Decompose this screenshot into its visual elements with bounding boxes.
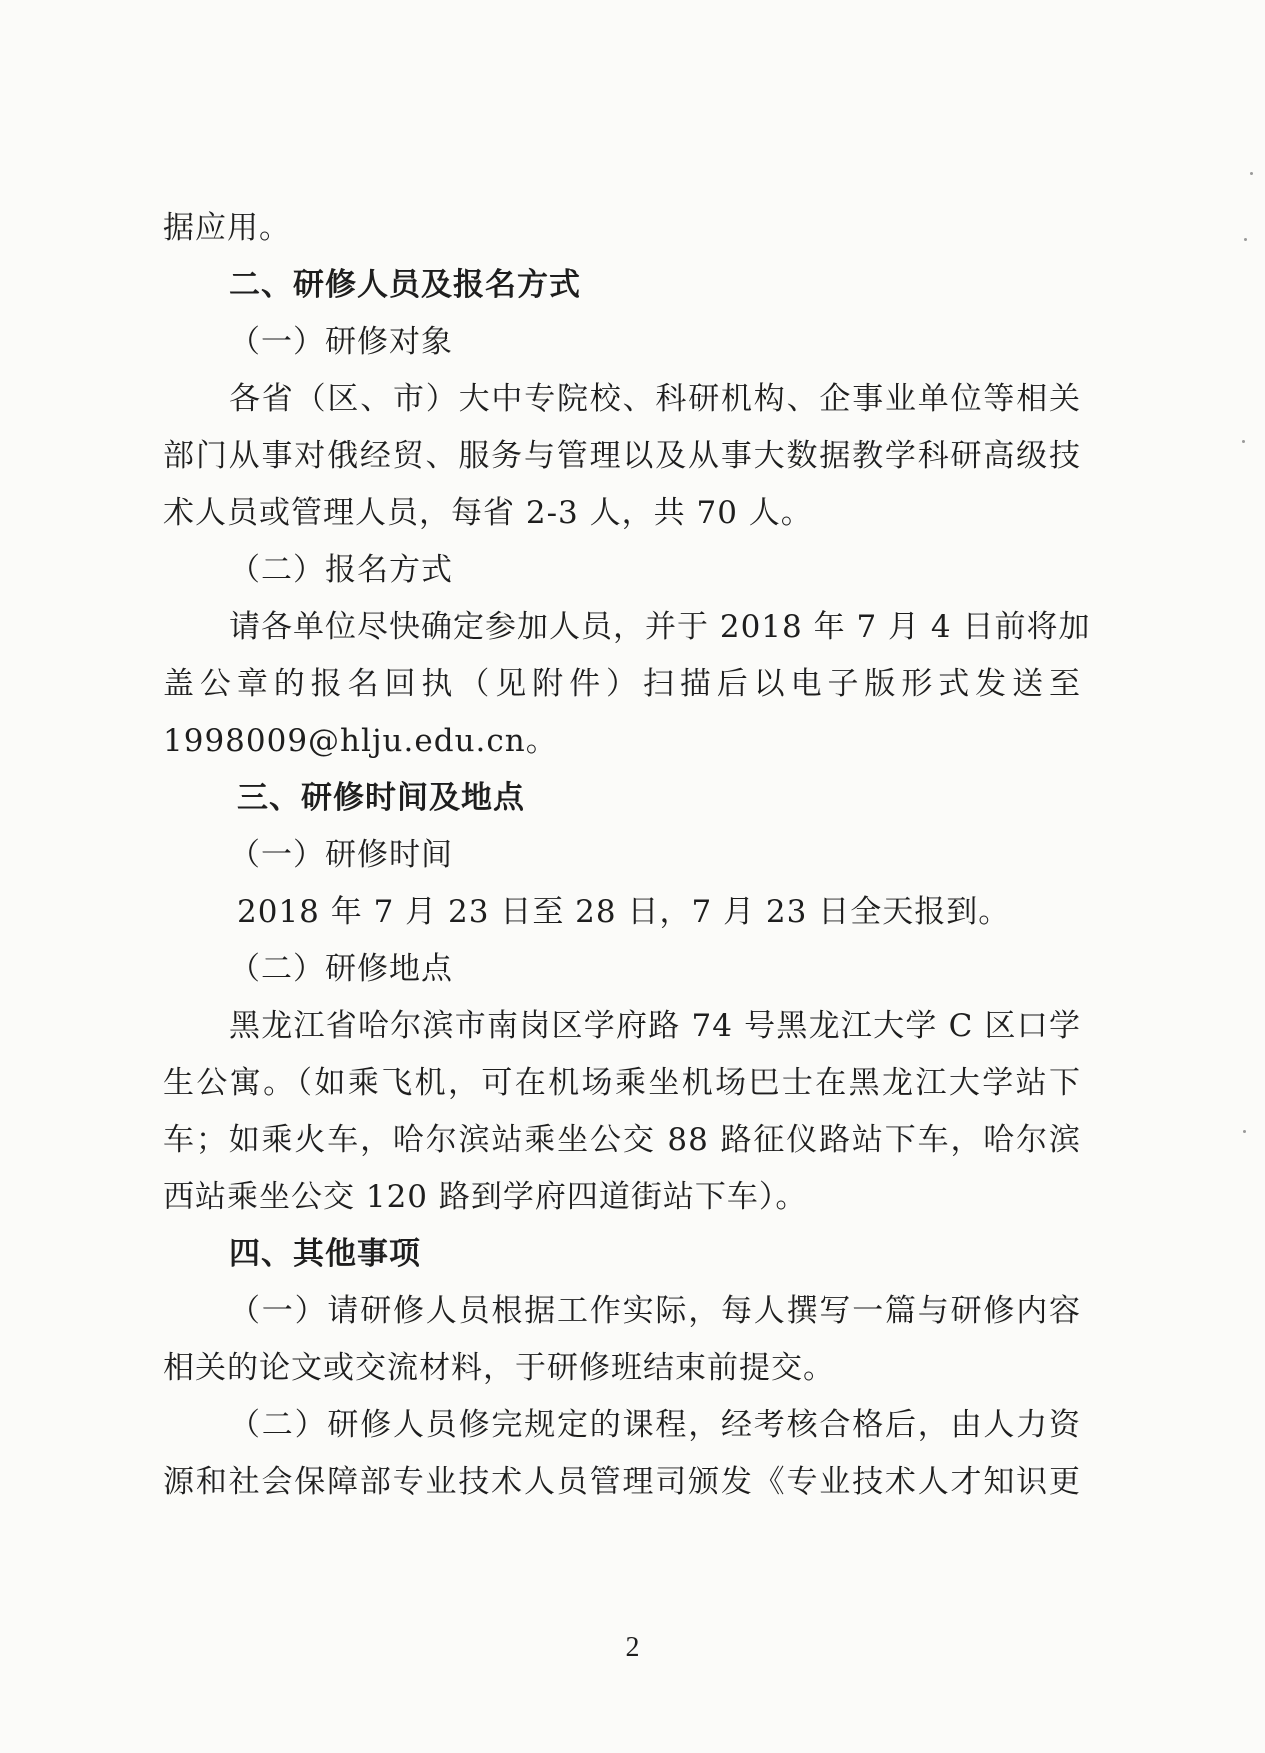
paragraph-line: 各省（区、市）大中专院校、科研机构、企事业单位等相关 bbox=[229, 381, 1081, 417]
paragraph-line: （一）请研修人员根据工作实际，每人撰写一篇与研修内容 bbox=[229, 1293, 1081, 1329]
scan-speck bbox=[1242, 440, 1245, 443]
document-body bbox=[163, 200, 1091, 1511]
subsection-heading: （一）研修对象 bbox=[229, 324, 453, 360]
section-heading-2: 二、研修人员及报名方式 bbox=[229, 267, 581, 303]
paragraph-line: 西站乘坐公交 120 路到学府四道街站下车）。 bbox=[163, 1179, 808, 1215]
subsection-heading: （一）研修时间 bbox=[229, 837, 453, 873]
paragraph-line: 生公寓。（如乘飞机，可在机场乘坐机场巴士在黑龙江大学站下 bbox=[163, 1065, 1081, 1101]
paragraph-line: 1998009@hlju.edu.cn。 bbox=[163, 723, 558, 759]
page-number: 2 bbox=[625, 1632, 640, 1663]
paragraph-line: 术人员或管理人员，每省 2-3 人，共 70 人。 bbox=[163, 495, 813, 531]
scan-speck bbox=[1250, 172, 1253, 175]
paragraph-line: 相关的论文或交流材料，于研修班结束前提交。 bbox=[163, 1350, 835, 1386]
paragraph-line: 车；如乘火车，哈尔滨站乘坐公交 88 路征仪路站下车，哈尔滨 bbox=[163, 1122, 1081, 1158]
section-heading-4: 四、其他事项 bbox=[229, 1236, 421, 1272]
paragraph-line: 据应用。 bbox=[163, 210, 291, 246]
section-heading-3: 三、研修时间及地点 bbox=[237, 780, 525, 816]
paragraph-line: 2018 年 7 月 23 日至 28 日，7 月 23 日全天报到。 bbox=[237, 894, 1011, 930]
scan-speck bbox=[1243, 1130, 1246, 1133]
subsection-heading: （二）研修地点 bbox=[229, 951, 453, 987]
scan-speck bbox=[1244, 238, 1247, 241]
paragraph-line: 盖公章的报名回执（见附件）扫描后以电子版形式发送至 bbox=[163, 666, 1081, 702]
paragraph-line: 源和社会保障部专业技术人员管理司颁发《专业技术人才知识更 bbox=[163, 1464, 1081, 1500]
paragraph-line: 请各单位尽快确定参加人员，并于 2018 年 7 月 4 日前将加 bbox=[229, 609, 1091, 645]
paragraph-line: （二）研修人员修完规定的课程，经考核合格后，由人力资 bbox=[229, 1407, 1081, 1443]
paragraph-line: 部门从事对俄经贸、服务与管理以及从事大数据教学科研高级技 bbox=[163, 438, 1081, 474]
paragraph-line: 黑龙江省哈尔滨市南岗区学府路 74 号黑龙江大学 C 区口学 bbox=[229, 1008, 1081, 1044]
subsection-heading: （二）报名方式 bbox=[229, 552, 453, 588]
